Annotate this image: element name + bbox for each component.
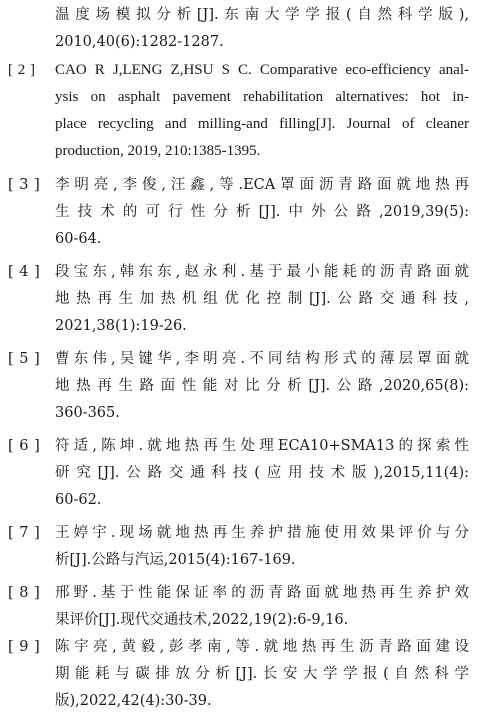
reference-line <box>0 487 479 513</box>
reference-line <box>0 57 479 83</box>
reference-text: 符适,陈坤.就地热再生处理ECA10+SMA13的探索性 <box>55 438 469 454</box>
reference-line <box>0 138 479 164</box>
reference-text: production, 2019, 210:1385-1395. <box>55 143 261 159</box>
reference-text: 2021,38(1):19-26. <box>55 318 187 334</box>
reference-text: 温度场模拟分析[J].东南大学学报(自然科学版), <box>55 7 469 23</box>
reference-line <box>0 84 479 110</box>
reference-line <box>0 580 479 606</box>
reference-text: 地热再生加热机组优化控制[J].公路交通科技, <box>55 291 469 307</box>
reference-text: CAO R J,LENG Z,HSU S C. Comparative eco-efficiency anal- <box>55 62 469 78</box>
reference-line <box>0 433 479 459</box>
reference-number: [ 7 ] <box>8 525 41 541</box>
reference-text: 版),2022,42(4):30-39. <box>55 693 212 709</box>
reference-line <box>0 661 479 687</box>
reference-text: 析[J].公路与汽运,2015(4):167-169. <box>55 552 296 568</box>
reference-text: 60-64. <box>55 231 102 247</box>
reference-number: [ 9 ] <box>8 639 41 655</box>
reference-text: 段宝东,韩东东,赵永利.基于最小能耗的沥青路面就 <box>55 264 469 280</box>
reference-line <box>0 29 479 55</box>
reference-line <box>0 520 479 546</box>
reference-line <box>0 400 479 426</box>
reference-line <box>0 460 479 486</box>
reference-line <box>0 634 479 660</box>
reference-line <box>0 2 479 28</box>
reference-line <box>0 286 479 312</box>
reference-number: [ 3 ] <box>8 177 41 193</box>
reference-line <box>0 547 479 573</box>
reference-line <box>0 172 479 198</box>
reference-number: [ 4 ] <box>8 264 41 280</box>
reference-text: 地热再生路面性能对比分析[J].公路,2020,65(8): <box>55 378 469 394</box>
reference-text: 李明亮,李俊,汪鑫,等.ECA罩面沥青路面就地热再 <box>55 177 469 193</box>
reference-line <box>0 111 479 137</box>
reference-number: [ 6 ] <box>8 438 41 454</box>
reference-line <box>0 313 479 339</box>
reference-number: [ 2 ] <box>8 62 36 78</box>
reference-line <box>0 199 479 225</box>
reference-text: 60-62. <box>55 492 102 508</box>
reference-text: 王婷宇.现场就地热再生养护措施使用效果评价与分 <box>55 525 469 541</box>
reference-line <box>0 226 479 252</box>
reference-text: 曹东伟,吴键华,李明亮.不同结构形式的薄层罩面就 <box>55 351 469 367</box>
reference-line <box>0 688 479 714</box>
reference-text: 邢野.基于性能保证率的沥青路面就地热再生养护效 <box>55 585 469 601</box>
reference-text: place recycling and milling-and filling[J]. Journal of cleaner <box>55 116 469 132</box>
reference-text: 生技术的可行性分析[J].中外公路,2019,39(5): <box>55 204 469 220</box>
reference-text: 陈宇亮,黄毅,彭孝南,等.就地热再生沥青路面建设 <box>55 639 469 655</box>
reference-number: [ 8 ] <box>8 585 41 601</box>
reference-text: 果评价[J].现代交通技术,2022,19(2):6-9,16. <box>55 612 349 628</box>
reference-line <box>0 346 479 372</box>
reference-line <box>0 259 479 285</box>
reference-line <box>0 373 479 399</box>
reference-text: 研究[J].公路交通科技(应用技术版),2015,11(4): <box>55 465 469 481</box>
reference-text: 期能耗与碳排放分析[J].长安大学学报(自然科学 <box>55 666 469 682</box>
reference-text: 360-365. <box>55 405 120 421</box>
reference-text: 2010,40(6):1282-1287. <box>55 34 224 50</box>
reference-line <box>0 607 479 633</box>
reference-text: ysis on asphalt pavement rehabilitation alternatives: hot in- <box>55 89 469 105</box>
reference-number: [ 5 ] <box>8 351 41 367</box>
